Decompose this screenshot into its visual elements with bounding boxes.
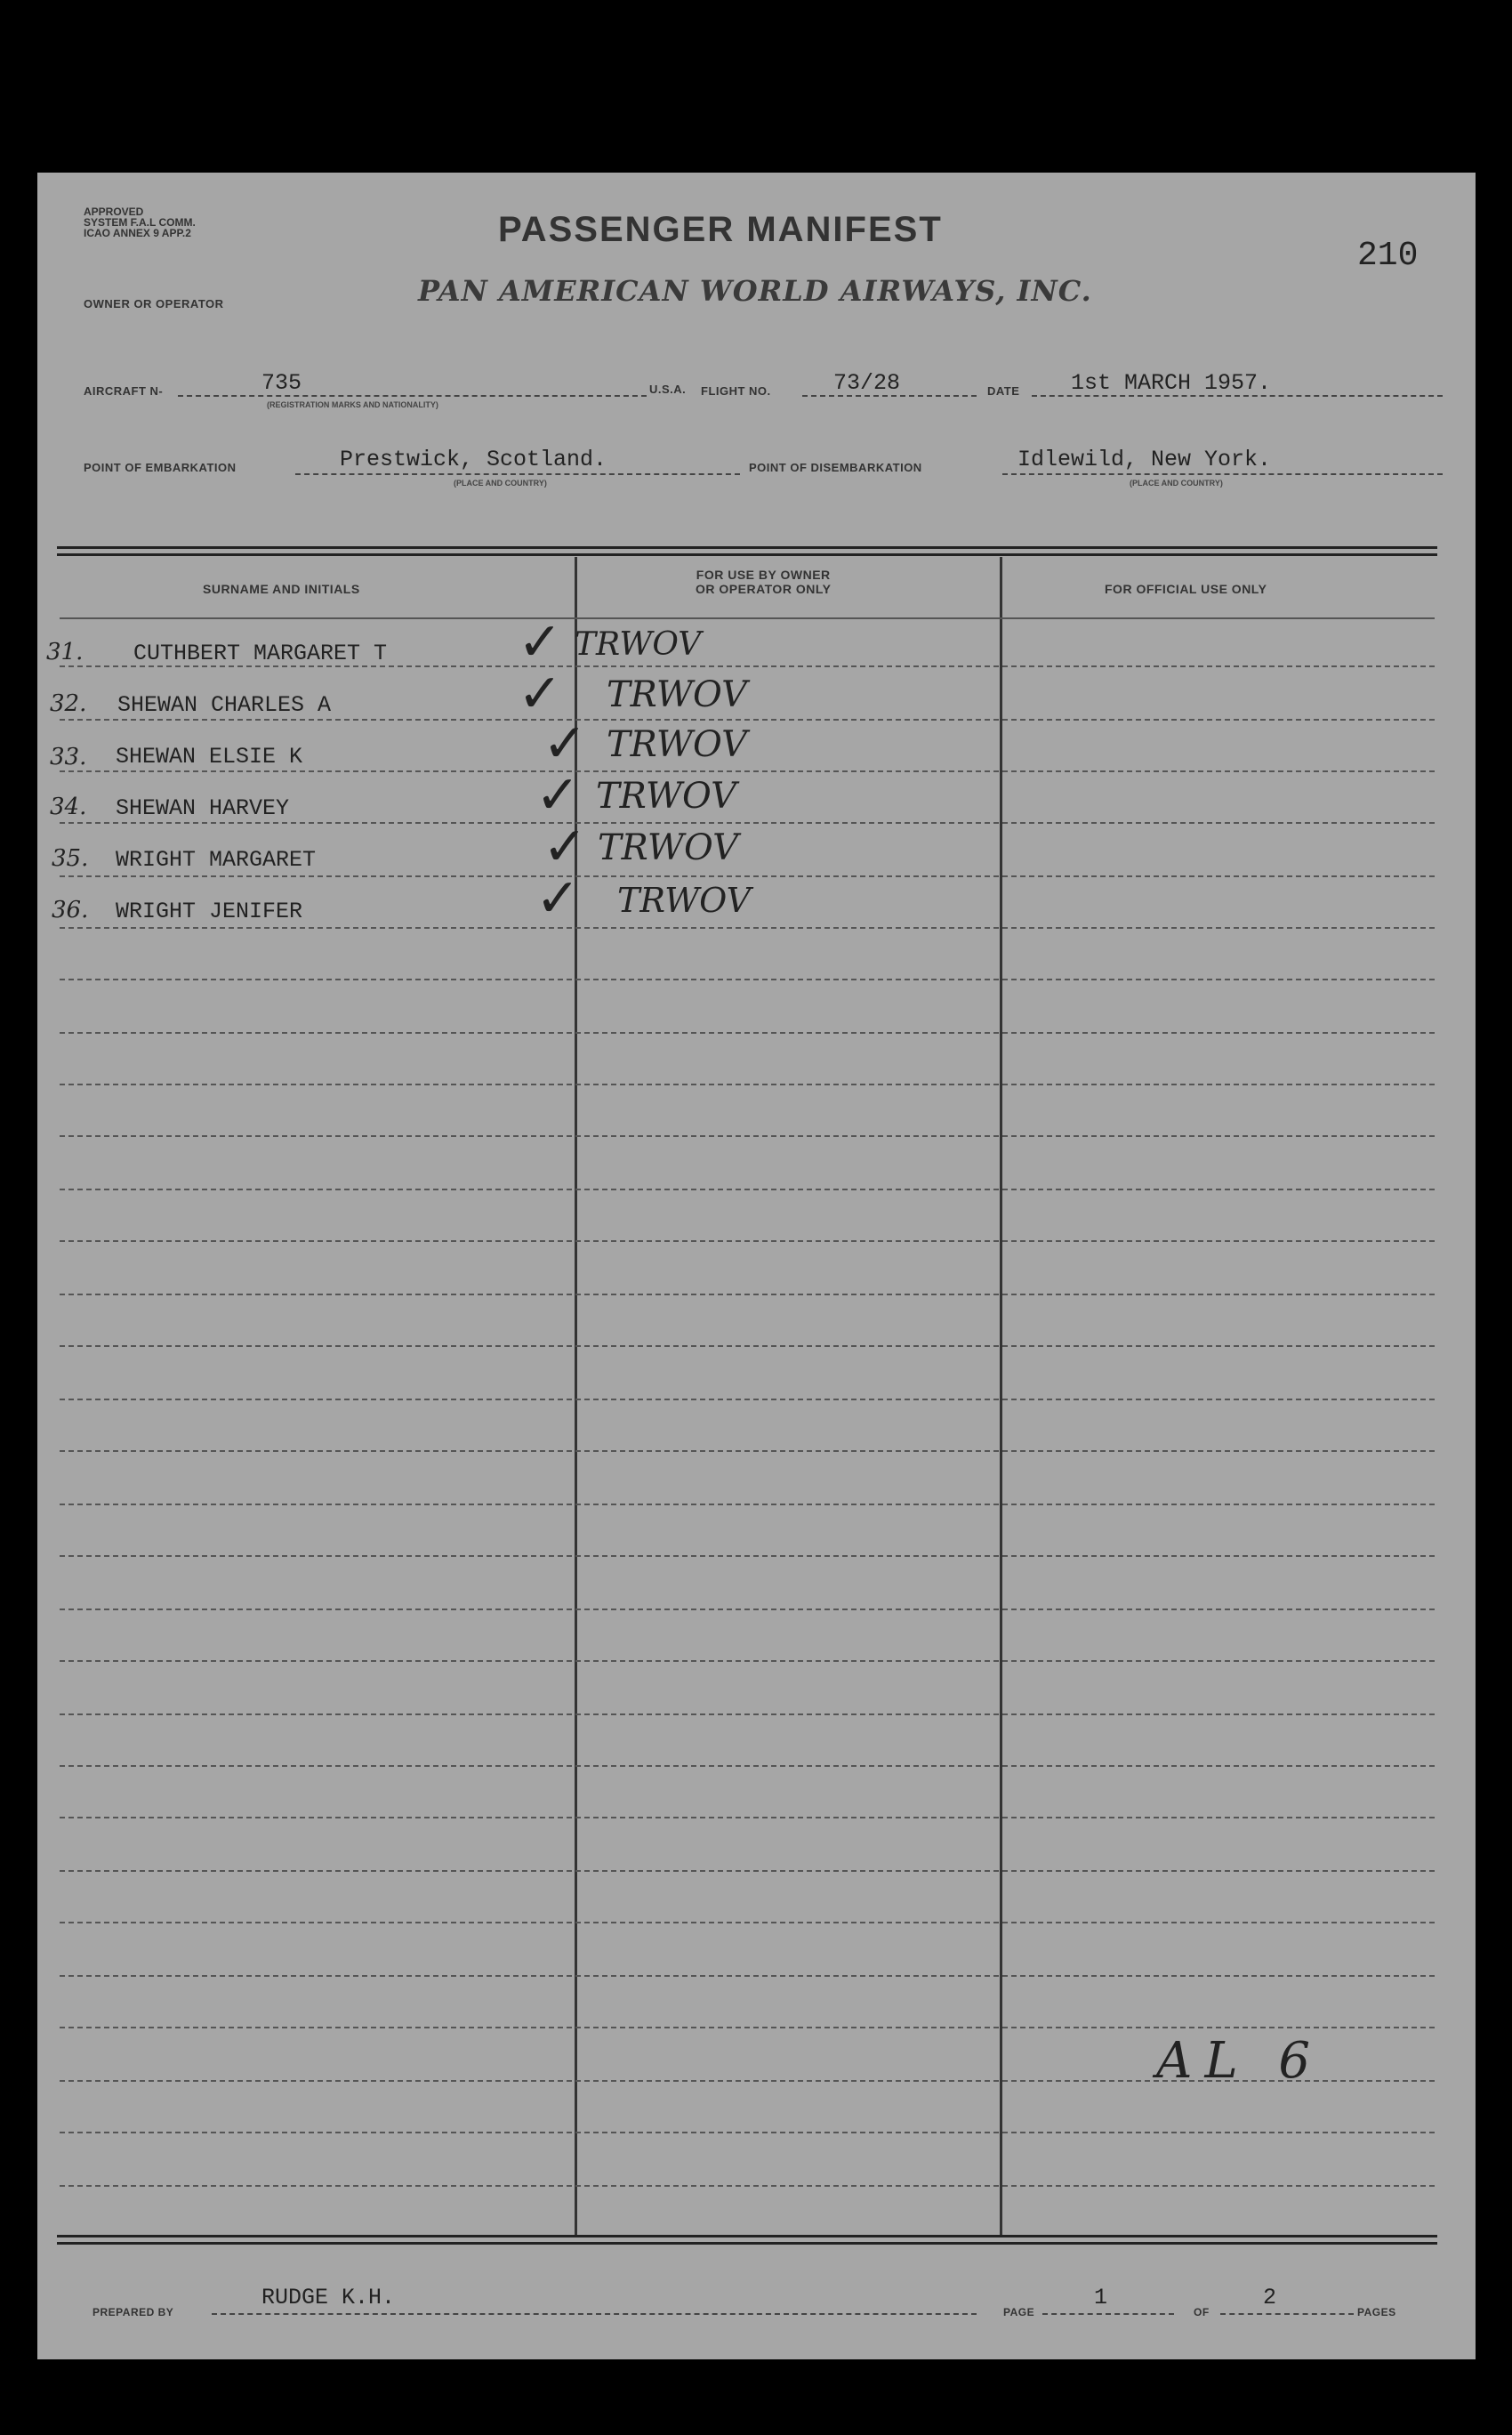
operator-mark: TRWOV [598,827,739,868]
row-rule [60,1555,1435,1557]
approval-note: APPROVED SYSTEM F.A.L COMM. ICAO ANNEX 9 APP.2 [84,206,196,239]
check-mark-icon: ✓ [518,663,563,725]
row-rule [60,1294,1435,1295]
row-rule [60,770,1435,772]
of-label: OF [1194,2306,1210,2318]
row-rule [60,2132,1435,2133]
row-rule [60,2027,1435,2028]
passenger-number: 36. [52,897,89,923]
embark-label: POINT OF EMBARKATION [84,461,237,474]
registration-caption: (REGISTRATION MARKS AND NATIONALITY) [267,400,438,409]
row-rule [60,1240,1435,1242]
check-mark-icon: ✓ [535,764,581,826]
passenger-name: SHEWAN HARVEY [116,795,290,821]
row-rule [60,1660,1435,1662]
row-rule [60,1870,1435,1872]
row-rule [60,979,1435,980]
check-mark-icon: ✓ [543,713,588,775]
row-rule [60,1504,1435,1505]
date-value: 1st MARCH 1957. [1071,370,1272,396]
row-rule [60,1975,1435,1977]
table-top-rule [57,546,1437,549]
page-label: PAGE [1003,2306,1035,2318]
of-underline [1220,2313,1354,2315]
row-rule [60,1765,1435,1767]
disembark-value: Idlewild, New York. [1017,447,1272,472]
check-mark-icon: ✓ [543,816,588,878]
passenger-name: CUTHBERT MARGARET T [133,641,388,666]
table-bottom-rule-2 [57,2242,1437,2245]
passenger-name: SHEWAN CHARLES A [117,692,332,718]
row-rule [60,2185,1435,2187]
aircraft-label: AIRCRAFT N- [84,384,164,398]
sheet-number: 210 [1357,237,1419,275]
check-mark-icon: ✓ [535,867,581,930]
passenger-name: SHEWAN ELSIE K [116,744,303,770]
disembark-label: POINT OF DISEMBARKATION [749,461,922,474]
passenger-number: 34. [50,794,87,820]
row-rule [60,1084,1435,1085]
aircraft-underline [178,395,647,397]
passenger-name: WRIGHT MARGARET [116,847,317,873]
date-label: DATE [987,384,1020,398]
prepared-value: RUDGE K.H. [261,2285,396,2310]
row-rule [60,1189,1435,1190]
row-rule [60,719,1435,721]
row-rule [60,1713,1435,1715]
row-rule [60,1135,1435,1137]
embark-caption: (PLACE AND COUNTRY) [454,479,547,488]
operator-mark: TRWOV [575,626,702,663]
date-underline [1032,395,1443,397]
operator-mark: TRWOV [596,776,737,817]
row-rule [60,1399,1435,1400]
operator-mark: TRWOV [607,674,748,715]
prepared-underline [212,2313,977,2315]
table-bottom-rule [57,2235,1437,2237]
row-rule [60,1032,1435,1034]
embark-underline [295,473,740,475]
check-mark-icon: ✓ [518,611,563,673]
pages-label: PAGES [1357,2306,1396,2318]
owner-label: OWNER OR OPERATOR [84,297,224,310]
operator-mark: TRWOV [607,724,748,765]
usa-label: U.S.A. [649,383,687,396]
passenger-number: 35. [52,845,89,872]
page-value: 1 [1094,2285,1108,2310]
aircraft-value: 735 [261,370,302,396]
page-underline [1042,2313,1174,2315]
row-rule [60,927,1435,929]
manifest-sheet [37,173,1476,2359]
row-rule [60,1817,1435,1818]
flight-value: 73/28 [833,370,901,396]
passenger-number: 32. [50,690,87,717]
passenger-name: WRIGHT JENIFER [116,899,303,924]
operator-mark: TRWOV [617,881,752,920]
prepared-label: PREPARED BY [92,2306,174,2318]
flight-underline [802,395,977,397]
flight-label: FLIGHT NO. [701,384,771,398]
table-top-rule-2 [57,553,1437,556]
header-official-use: FOR OFFICIAL USE ONLY [1105,582,1267,596]
disembark-underline [1002,473,1443,475]
company-name: PAN AMERICAN WORLD AIRWAYS, INC. [418,274,1092,308]
row-rule [60,822,1435,824]
row-rule [60,1922,1435,1923]
of-value: 2 [1263,2285,1277,2310]
row-rule [60,875,1435,877]
header-owner-use: FOR USE BY OWNER OR OPERATOR ONLY [696,568,832,596]
header-surname: SURNAME AND INITIALS [203,582,360,596]
form-title: PASSENGER MANIFEST [498,210,943,249]
column-divider-2 [1000,557,1002,2237]
embark-value: Prestwick, Scotland. [340,447,607,472]
passenger-number: 31. [46,639,84,665]
row-rule [60,1345,1435,1347]
handwritten-annotation: AL 6 [1156,2032,1323,2090]
row-rule [60,1450,1435,1452]
passenger-number: 33. [50,744,87,770]
row-rule [60,1609,1435,1610]
disembark-caption: (PLACE AND COUNTRY) [1130,479,1223,488]
header-rule [60,617,1435,619]
